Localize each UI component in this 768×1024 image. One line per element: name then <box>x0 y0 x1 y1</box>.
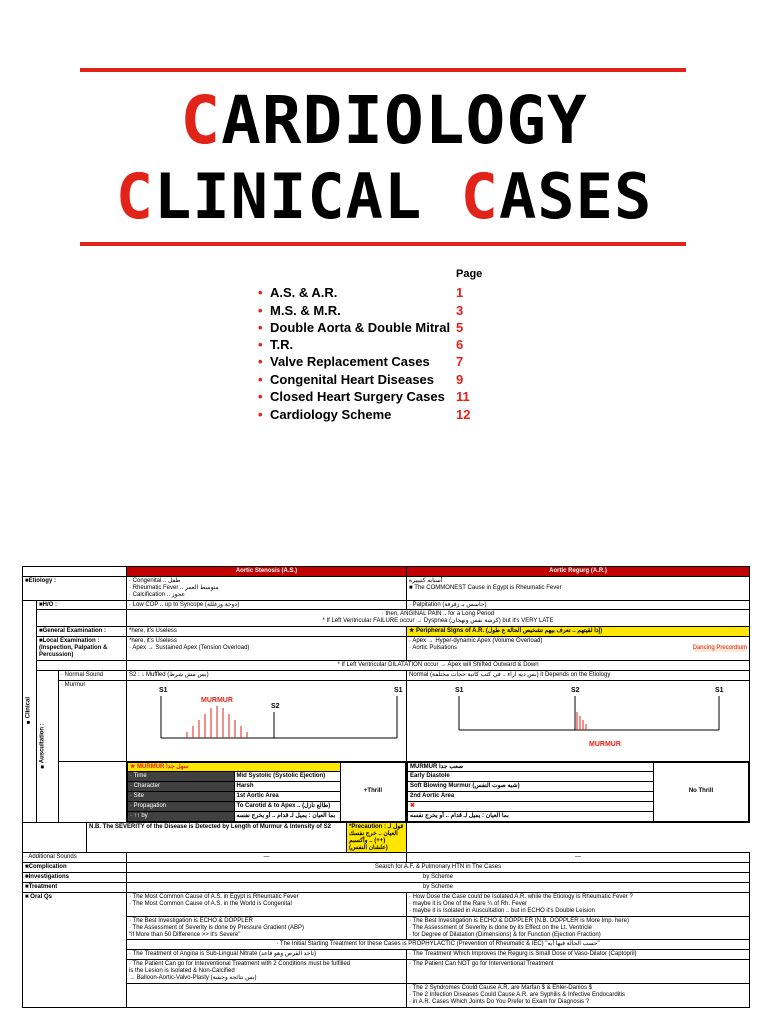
as-murmur-diagram <box>127 680 407 761</box>
general-exam-label: ■General Examination : <box>37 627 127 637</box>
local-exam-shared: * If Left Ventricular DILATATION occur → Apex will Shifted Outward & Down <box>127 660 750 670</box>
toc-item-label: A.S. & A.R. <box>270 285 338 300</box>
complication-label: ■Complication <box>23 863 127 873</box>
s1-label: S1 <box>455 686 464 694</box>
etiology-label: ■Etiology : <box>23 576 127 600</box>
toc-item-page: 7 <box>456 354 464 369</box>
additional-sounds-label: · Additional Sounds <box>23 853 127 863</box>
toc-item-page: 12 <box>456 407 471 422</box>
bullet-icon: • <box>258 285 263 300</box>
complication-value: Search for A.F. & Pulmonary HTN in The Cases <box>127 863 750 873</box>
bullet-icon: • <box>258 372 263 387</box>
toc-item[interactable] <box>258 285 464 302</box>
murmur-label: · Murmur <box>59 680 127 761</box>
general-exam-as: *here, it's Useless <box>127 627 407 637</box>
local-exam-ar-text: · Apex → Hyper-dynamic Apex (Volume Overload) · Aortic Pulsations <box>409 638 543 652</box>
severity-blank <box>23 822 87 853</box>
title-rest2: LINICAL <box>154 160 461 233</box>
normal-sound-label: · Normal Sound <box>59 670 127 680</box>
normal-sound-as: S2 : ↓ Muffled (بس مش شرط) <box>127 670 407 680</box>
general-exam-ar: ★ Peripheral Signs of A.R. (إذا لقيتهم .. تعرف بيهم تشخيص الحالة ع طول) <box>407 627 750 637</box>
ho-blank <box>37 610 127 627</box>
ar-time: Early Diastole <box>408 772 654 782</box>
as-time: Mid Systolic (Systolic Ejection) <box>234 772 341 782</box>
toc-item-label: Double Aorta & Double Mitral <box>270 320 451 335</box>
ho-ar: · Palpitation (حاسس بـ رفرفة) <box>407 600 750 610</box>
ar-thrill: No Thrill <box>654 762 749 821</box>
toc-item[interactable] <box>258 337 464 354</box>
bullet-icon: • <box>258 407 263 422</box>
auscultation-label: ■Auscultation : <box>37 670 59 822</box>
oral-ar-3: · The Treatment Which Improves the Regurg is Small Dose of Vaso-Dilator (Captopril) <box>407 950 750 960</box>
additional-sounds-ar: — <box>407 853 750 863</box>
case-sheet <box>22 566 749 1024</box>
additional-sounds-as: — <box>127 853 407 863</box>
bullet-icon: • <box>258 303 263 318</box>
ar-murmur-details <box>407 761 750 822</box>
toc-item-page: 1 <box>456 285 464 300</box>
oral-ar-2: · The Best Investigation is ECHO & DOPPLER (N.B. DOPPLER is More Imp. here) · The Assessment of Severity is done by its Effect on the Lt. Ventricle · for Degree of Dilatation (Dimensions) & for Function (Ejection Fraction) <box>407 916 750 940</box>
s1-label: S1 <box>159 686 168 694</box>
oral-as-1: · The Most Common Cause of A.S. in Egypt is Rheumatic Fever · The Most Common Cause of A.S. in the World is Congenital <box>127 893 407 917</box>
toc-item-label: Congenital Heart Diseases <box>270 372 435 387</box>
oral-as-5 <box>127 983 407 1007</box>
toc-item[interactable] <box>258 372 464 389</box>
row-key: · Time <box>128 772 235 782</box>
row-key: · Site <box>128 792 235 802</box>
bullet-icon: • <box>258 337 263 352</box>
ar-precaution: *Precaution : قول لـ العيان .. خرج نفسك (++) .. وأكسبم (علشان النفس) <box>347 822 407 853</box>
as-murmur-details <box>127 761 407 822</box>
oral-as-2: · The Best Investigation is ECHO & DOPPLER · The Assessment of Severity is done by Pressure Gradient (ABP) "if More than 50 Difference >> it's Severe" <box>127 916 407 940</box>
toc-item[interactable] <box>258 320 464 337</box>
oral-as-3: · The Treatment of Angina is Sub-Lingual Nitrate (تاخد القرص وهو قاعد) <box>127 950 407 960</box>
dancing-precordium: Dancing Precordium <box>692 645 747 652</box>
toc-item-label: T.R. <box>270 337 294 352</box>
treatment-label: ■Treatment <box>23 883 127 893</box>
local-exam-label: ■Local Examination : (Inspection, Palpation & Percussion) <box>37 637 127 661</box>
as-character: Harsh <box>234 782 341 792</box>
ho-label: ■H/O : <box>37 600 127 610</box>
title-cap-c: C <box>180 82 222 159</box>
as-murmur-graph <box>129 682 407 756</box>
toc-item-page: 6 <box>456 337 464 352</box>
ar-murmur-graph <box>409 682 749 756</box>
ho-shared: · then, ANGINAL PAIN .. for a Long Period * If Left Ventricular FAILURE occur → Dyspnea (كرشة نفس ونهجان) but it's VERY LATE <box>127 610 750 627</box>
oral-ar-5: · The 2 Syndromes Could Cause A.R. are Marfan $ & Ehler-Danlos $ · The 2 Infection Diseases Could Cause A.R. are Syphilis & Infective Endocarditis · in A.R. Cases Which Joints Do You Prefer to Exam for Diagnosis ? <box>407 983 750 1007</box>
ho-as: · Low COP .. up to Syncope (دوخة وزغللة) <box>127 600 407 610</box>
toc-item[interactable] <box>258 354 464 371</box>
s2-label: S2 <box>271 702 280 710</box>
toc-item-page: 11 <box>456 389 470 404</box>
investigations-value: by Scheme <box>127 873 750 883</box>
header-blank <box>23 567 127 577</box>
oral-as-4: · The Patient Can go for Interventional Treatment with 2 Conditions must be fulfilled is the Lesion is Isolated & Non-Calcified → Balloon-Aortic-Valvo-Plasty (بس نتائجه وحشة) <box>127 960 407 984</box>
bullet-icon: • <box>258 320 263 335</box>
toc-item[interactable] <box>258 389 470 406</box>
toc-page-header: Page <box>456 268 483 280</box>
murmur-word: MURMUR <box>201 696 233 704</box>
title-cardiology <box>0 82 768 159</box>
as-murmur-title: ★ MURMUR سهل جداً <box>128 762 341 772</box>
title-rest: ARDIOLOGY <box>221 82 588 159</box>
as-thrill: +Thrill <box>341 762 406 821</box>
toc-item-page: 9 <box>456 372 464 387</box>
normal-sound-ar: Normal (بس ديه آراء .. في كتب كاتبة حجات مختلفة) it Depends on the Etiology <box>407 670 750 680</box>
local-blank <box>37 660 127 670</box>
s1-label: S1 <box>394 686 403 694</box>
toc-item[interactable] <box>258 407 471 424</box>
murmur-bars <box>187 706 247 738</box>
row-key: · Character <box>128 782 235 792</box>
title-clinical-cases <box>0 160 768 233</box>
local-exam-ar <box>407 637 750 661</box>
toc-item-label: Valve Replacement Cases <box>270 354 430 369</box>
treatment-value: by Scheme <box>127 883 750 893</box>
murmur-details-blank <box>59 761 127 822</box>
comparison-table <box>22 566 750 1008</box>
ar-details-table <box>407 762 749 822</box>
s2-label: S2 <box>571 686 580 694</box>
oral-ar-1: · How Dose the Case could be Isolated A.R. while the Etiology is Rheumatic Fever ? · maybe it is One of the Rare ¼ of Rh. Fever · maybe it is Isolated in Auscultation .. but in ECHO it's Double Leision <box>407 893 750 917</box>
bullet-icon: • <box>258 354 263 369</box>
bullet-icon: • <box>258 389 263 404</box>
local-exam-as: *here, it's Useless · Apex → Sustained Apex (Tension Overload) <box>127 637 407 661</box>
toc-item[interactable] <box>258 303 464 320</box>
title-cap-c2: C <box>115 160 155 233</box>
header-as: Aortic Stenosis (A.S.) <box>127 567 407 577</box>
ar-character: Soft Blowing Murmur (شبه صوت النفس) <box>408 782 654 792</box>
oral-ar-4: · The Patient Can NOT go for Interventional Treatment <box>407 960 750 984</box>
murmur-bars <box>577 712 586 730</box>
as-increased-by: بما العيان : يميل لـ قدام .. أو يخرج نفسه <box>234 812 341 822</box>
row-key: · ↑↑ by <box>128 812 235 822</box>
etiology-ar: أسبابه كتيييرة ■ The COMMONEST Cause in Egypt is Rheumatic Fever <box>407 576 750 600</box>
toc-item-label: Closed Heart Surgery Cases <box>270 389 445 404</box>
top-rule <box>80 68 686 72</box>
title-rest3: ASES <box>498 160 653 233</box>
as-severity-note: N.B. The SEVERITY of the Disease is Detected by Length of Murmur & Intensity of S2 <box>87 822 347 853</box>
row-key: · Propagation <box>128 802 235 812</box>
toc-item-page: 5 <box>456 320 464 335</box>
murmur-word: MURMUR <box>589 740 621 748</box>
investigations-label: ■Investigations <box>23 873 127 883</box>
ar-site: 2nd Aortic Area <box>408 792 654 802</box>
as-propagation: To Carotid & to Apex .. (طالع نازل) <box>234 802 341 812</box>
s1-label: S1 <box>715 686 724 694</box>
as-site: 1st Aortic Area <box>234 792 341 802</box>
oral-shared: · The Initial Starting Treatment for these Cases is PROPHYLACTIC (Prevention of Rheumatic & IEC) "حسب الحالة فيها أيه" <box>127 940 750 950</box>
header-ar: Aortic Regurg (A.R.) <box>407 567 750 577</box>
oral-qs-label: ■ Oral Qs <box>23 893 127 1007</box>
toc-item-page: 3 <box>456 303 464 318</box>
toc-item-label: Cardiology Scheme <box>270 407 392 422</box>
ar-murmur-title: MURMUR صعب جداً <box>408 762 654 772</box>
title-cap-c3: C <box>460 160 499 233</box>
ar-increased-by: بما العيان : يميل لـ قدام .. أو يخرج نفسه <box>408 812 654 822</box>
ar-propagation: ✖ <box>408 802 654 812</box>
bottom-rule <box>80 242 686 246</box>
clinical-label: ■Clinical <box>23 600 37 822</box>
toc-item-label: M.S. & M.R. <box>270 303 341 318</box>
etiology-as: · Congenital .. طفل · Rheumatic Fever .. متوسط العمر · Calcification .. عجوز <box>127 576 407 600</box>
ar-murmur-diagram <box>407 680 750 761</box>
as-details-table <box>127 762 406 822</box>
